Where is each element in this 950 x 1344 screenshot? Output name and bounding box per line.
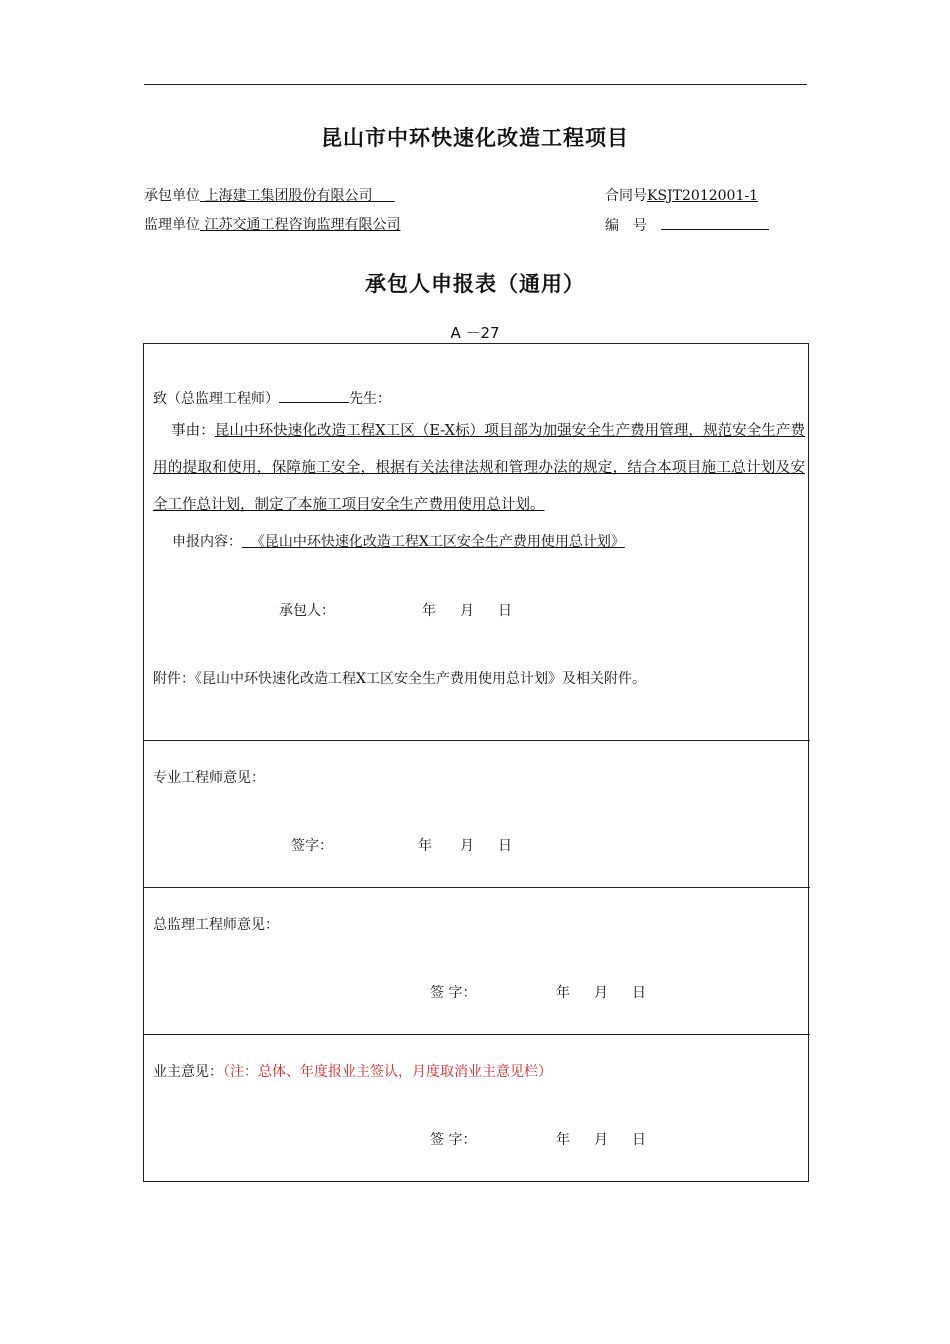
contract-row [605, 186, 758, 206]
addressee-suffix: 先生： [349, 391, 391, 407]
chief-date-month: 月 [594, 985, 608, 1001]
owner-opinion-line [153, 1061, 552, 1081]
form-title: 承包人申报表（通用） [365, 272, 585, 296]
chief-date-year: 年 [556, 985, 570, 1001]
reason-label: 事由： [171, 423, 215, 439]
contractor-sign-label: 承包人： [279, 603, 335, 619]
report-text: 《昆山中环快速化改造工程X工区安全生产费用使用总计划》 [250, 534, 625, 550]
row-divider-3 [143, 1034, 810, 1035]
number-label: 编 号 [605, 218, 647, 234]
contractor-value: 上海建工集团股份有限公司 [204, 188, 373, 204]
owner-note: （注：总体、年度报业主签认，月度取消业主意见栏） [223, 1064, 552, 1080]
chief-opinion-label: 总监理工程师意见： [153, 917, 279, 933]
engineer-sign-label: 签字： [291, 838, 333, 854]
report-line [172, 531, 625, 551]
contractor-date-day: 日 [498, 603, 512, 619]
owner-date-month: 月 [594, 1132, 608, 1148]
contractor-date-month: 月 [460, 603, 474, 619]
chief-sign-label: 签 字： [430, 985, 477, 1001]
attachment-line: 附件：《昆山中环快速化改造工程X工区安全生产费用使用总计划》及相关附件。 [153, 671, 646, 687]
contractor-date-year: 年 [422, 603, 436, 619]
row-divider-1 [143, 740, 810, 741]
contractor-label: 承包单位 [144, 188, 200, 204]
contract-label: 合同号 [605, 188, 647, 204]
report-label: 申报内容： [172, 534, 242, 550]
owner-opinion-label: 业主意见： [153, 1064, 223, 1080]
row-divider-2 [143, 887, 810, 888]
owner-date-year: 年 [556, 1132, 570, 1148]
project-title: 昆山市中环快速化改造工程项目 [321, 126, 629, 150]
chief-date-day: 日 [632, 985, 646, 1001]
engineer-date-month: 月 [460, 838, 474, 854]
number-blank[interactable] [661, 215, 769, 230]
form-number: A －27 [450, 324, 500, 342]
supervisor-value: 江苏交通工程咨询监理有限公司 [204, 217, 401, 233]
contract-value: KSJT2012001-1 [647, 188, 758, 204]
addressee-prefix: 致（总监理工程师） [153, 391, 279, 407]
number-row [605, 215, 769, 236]
engineer-opinion-label: 专业工程师意见： [153, 770, 265, 786]
owner-date-day: 日 [632, 1132, 646, 1148]
supervisor-row [144, 215, 400, 235]
supervisor-label: 监理单位 [144, 217, 200, 233]
addressee-blank[interactable] [279, 388, 349, 403]
reason-paragraph [153, 413, 805, 524]
reason-text: 昆山中环快速化改造工程X工区（E-X标）项目部为加强安全生产费用管理，规范安全生产费用的提取和使用，保障施工安全，根据有关法律法规和管理办法的规定，结合本项目施工总计划及安全工作总计划，制定了本施工项目安全生产费用使用总计划。 [153, 423, 805, 513]
addressee-line [153, 388, 391, 408]
contractor-row [144, 186, 395, 206]
header-rule [144, 84, 807, 85]
engineer-date-day: 日 [498, 838, 512, 854]
owner-sign-label: 签 字： [430, 1132, 477, 1148]
engineer-date-year: 年 [418, 838, 432, 854]
